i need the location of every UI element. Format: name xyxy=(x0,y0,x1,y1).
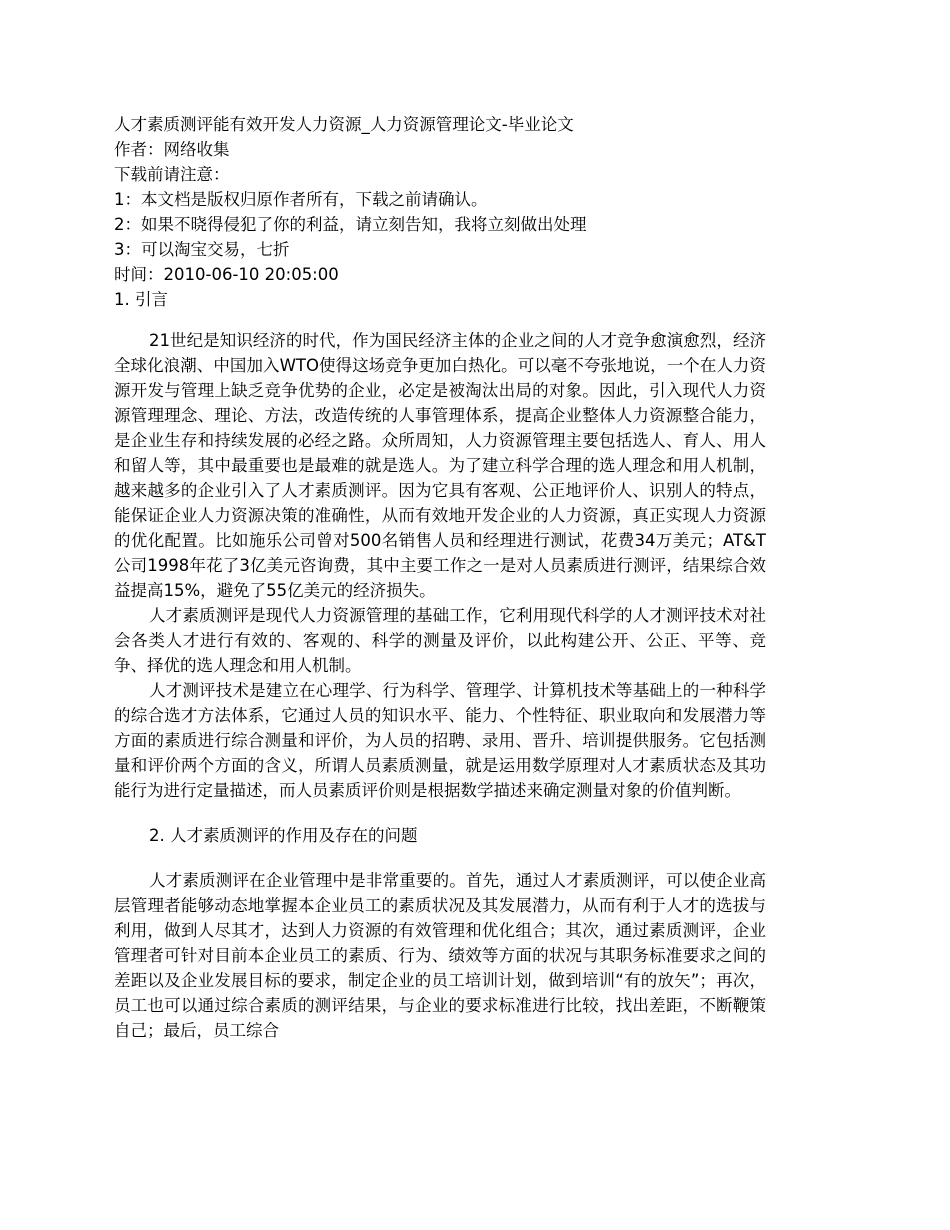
download-note: 下载前请注意： xyxy=(114,165,230,184)
note-item: 1：本文档是版权归原作者所有，下载之前请确认。 xyxy=(114,190,488,209)
body-paragraph: 人才素质测评是现代人力资源管理的基础工作，它利用现代科学的人才测评技术对社会各类人才进行有效的、客观的、科学的测量及评价，以此构建公开、公正、平等、竞争、择优的选人理念和用人机制。 xyxy=(114,606,766,675)
note-item: 2：如果不晓得侵犯了你的利益，请立刻告知，我将立刻做出处理 xyxy=(114,215,587,234)
body-paragraph: 人才素质测评在企业管理中是非常重要的。首先，通过人才素质测评，可以使企业高层管理者能够动态地掌握本企业员工的素质状况及其发展潜力，从而有利于人才的选拔与利用，做到人尽其才，达到人力资源的有效管理和优化组合；其次，通过素质测评，企业管理者可针对目前本企业员工的素质、行为、绩效等方面的状况与其职务标准要求之间的差距以及企业发展目标的要求，制定企业的员工培训计划，做到培训“有的放矢”；再次，员工也可以通过综合素质的测评结果，与企业的要求标准进行比较，找出差距，不断鞭策自己；最后，员工综合 xyxy=(114,871,766,1040)
section-heading-role: 2. 人才素质测评的作用及存在的问题 xyxy=(149,826,418,845)
note-item: 3：可以淘宝交易，七折 xyxy=(114,240,290,259)
author-line: 作者：网络收集 xyxy=(114,140,230,159)
document-page xyxy=(114,112,766,1043)
document-title: 人才素质测评能有效开发人力资源_人力资源管理论文-毕业论文 xyxy=(114,115,574,134)
section-heading-intro: 1. 引言 xyxy=(114,290,168,309)
time-line: 时间：2010-06-10 20:05:00 xyxy=(114,265,339,284)
body-paragraph: 人才测评技术是建立在心理学、行为科学、管理学、计算机技术等基础上的一种科学的综合选才方法体系，它通过人员的知识水平、能力、个性特征、职业取向和发展潜力等方面的素质进行综合测量和评价，为人员的招聘、录用、晋升、培训提供服务。它包括测量和评价两个方面的含义，所谓人员素质测量，就是运用数学原理对人才素质状态及其功能行为进行定量描述，而人员素质评价则是根据数学描述来确定测量对象的价值判断。 xyxy=(114,681,766,800)
body-paragraph: 21世纪是知识经济的时代，作为国民经济主体的企业之间的人才竞争愈演愈烈，经济全球化浪潮、中国加入WTO使得这场竞争更加白热化。可以毫不夸张地说，一个在人力资源开发与管理上缺乏竞争优势的企业，必定是被淘汰出局的对象。因此，引入现代人力资源管理理念、理论、方法，改造传统的人事管理体系，提高企业整体人力资源整合能力，是企业生存和持续发展的必经之路。众所周知，人力资源管理主要包括选人、育人、用人和留人等，其中最重要也是最难的就是选人。为了建立科学合理的选人理念和用人机制，越来越多的企业引入了人才素质测评。因为它具有客观、公正地评价人、识别人的特点，能保证企业人力资源决策的准确性，从而有效地开发企业的人力资源，真正实现人力资源的优化配置。比如施乐公司曾对500名销售人员和经理进行测试，花费34万美元；AT&T公司1998年花了3亿美元咨询费，其中主要工作之一是对人员素质进行测评，结果综合效益提高15%，避免了55亿美元的经济损失。 xyxy=(114,331,766,600)
